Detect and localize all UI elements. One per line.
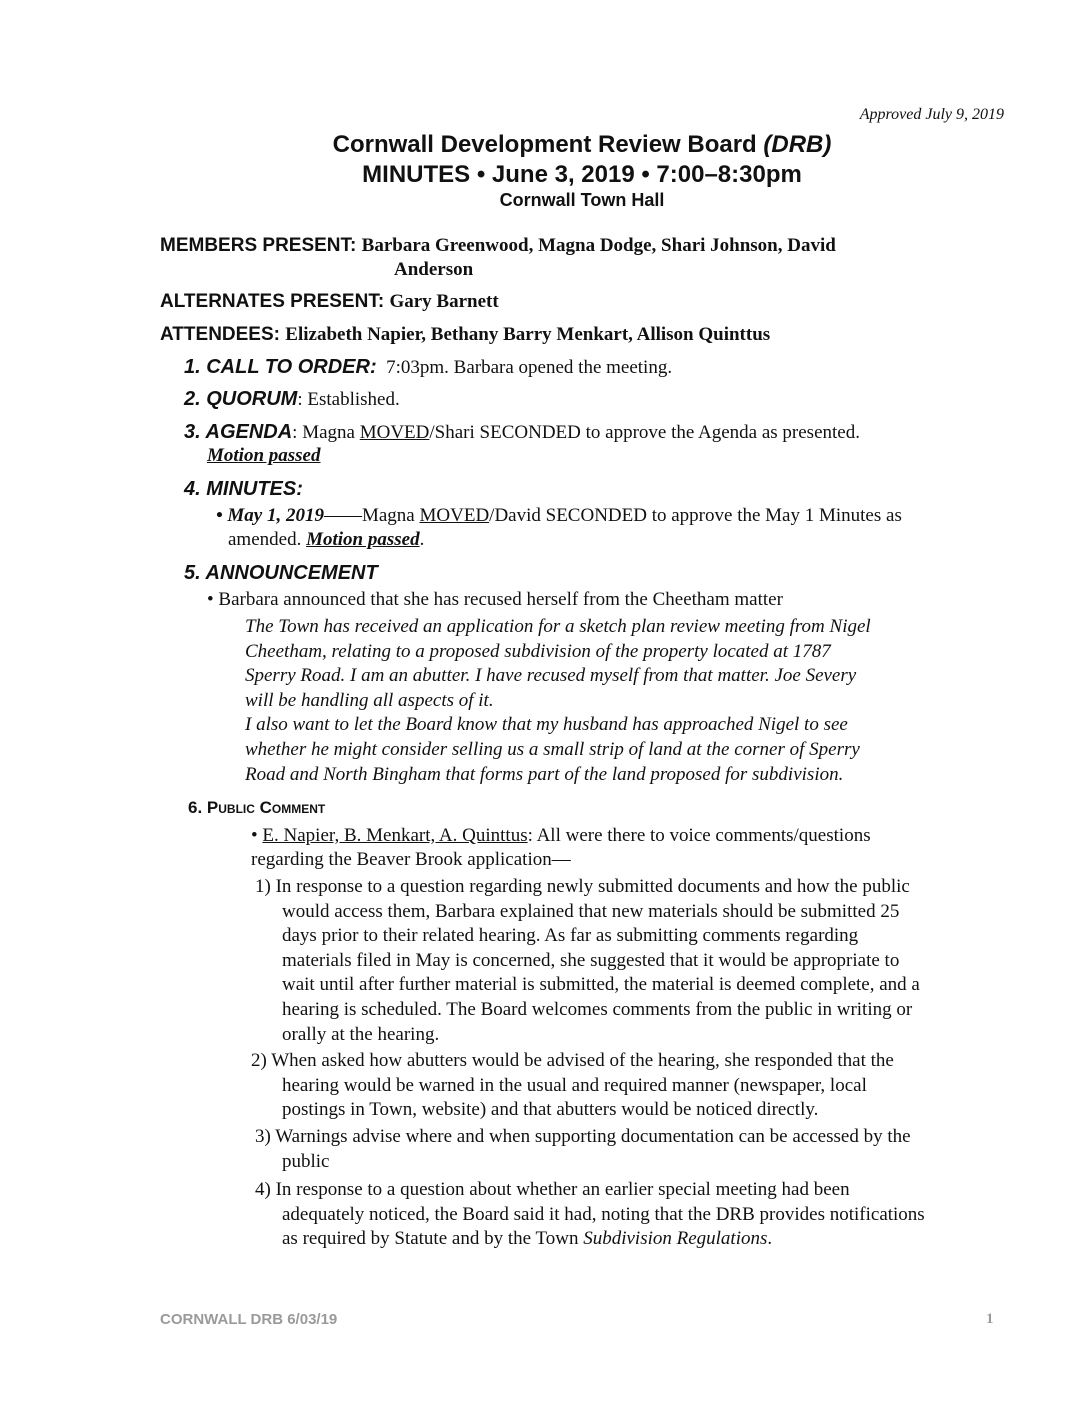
announcement-quote — [245, 615, 871, 787]
minutes-date: May 1, 2019 — [227, 505, 324, 526]
meeting-date-line: MINUTES • June 3, 2019 • 7:00–8:30pm — [362, 161, 802, 188]
quote-line: Road and North Bingham that forms part of the land proposed for subdivision. — [245, 763, 844, 785]
point-line-first: 2) When asked how abutters would be advised of the hearing, she responded that the — [251, 1050, 894, 1071]
approval-note: Approved July 9, 2019 — [859, 106, 1004, 123]
point-text: . — [767, 1228, 773, 1250]
public-comment-text-b: regarding the Beaver Brook application— — [251, 849, 571, 870]
bullet: • — [216, 505, 228, 526]
members-label: MEMBERS PRESENT — [160, 235, 351, 256]
minutes-motion-passed: Motion passed — [306, 529, 420, 550]
item-call-to-order — [184, 355, 672, 380]
attendees-names: Elizabeth Napier, Bethany Barry Menkart, Allison Quinttus — [285, 324, 771, 345]
call-to-order-text: . Barbara opened the meeting. — [444, 357, 673, 378]
minutes-text-b: /David SECONDED to approve the May 1 Minutes as — [489, 505, 902, 526]
point-line: hearing would be warned in the usual and required manner (newspaper, local — [282, 1074, 867, 1096]
minutes-heading: 4. MINUTES: — [184, 478, 303, 500]
point-line: days prior to their related hearing. As far as submitting comments regarding — [282, 925, 859, 947]
title-text: Cornwall Development Review Board — [332, 131, 764, 158]
call-to-order-heading: 1. CALL TO ORDER: — [184, 356, 377, 378]
alternates-label: ALTERNATES PRESENT — [160, 291, 378, 312]
members-present: MEMBERS PRESENT: Barbara Greenwood, Magna Dodge, Shari Johnson, David — [160, 235, 836, 256]
public-comment-text-a: : All were there to voice comments/questions — [527, 825, 871, 846]
public-comment-heading: 6. Public Comment — [188, 798, 326, 817]
point-line: orally at the hearing. — [282, 1023, 440, 1045]
minutes-item-cont — [228, 528, 424, 552]
meeting-location: Cornwall Town Hall — [499, 190, 665, 210]
quote-line: will be handling all aspects of it. — [245, 689, 494, 711]
quote-line: Cheetham, relating to a proposed subdivision of the property located at 1787 — [245, 640, 831, 662]
call-to-order-time: 7:03pm — [386, 357, 445, 378]
point-line-first: 4) In response to a question about whether an earlier special meeting had been — [255, 1179, 850, 1200]
point-line: postings in Town, website) and that abutters would be noticed directly. — [282, 1099, 819, 1121]
quote-line: Sperry Road. I am an abutter. I have recused myself from that matter. Joe Severy — [245, 665, 857, 687]
agenda-motion-passed: Motion passed — [207, 445, 321, 466]
regulations-title: Subdivision Regulations — [583, 1228, 768, 1250]
agenda-moved: MOVED — [359, 422, 430, 443]
item-agenda — [184, 420, 860, 445]
comment-point-4 — [255, 1178, 1015, 1252]
public-comment-bullet — [251, 824, 871, 848]
page-title — [0, 131, 1088, 159]
point-line-first: 3) Warnings advise where and when supporting documentation can be accessed by the — [255, 1126, 911, 1147]
alternates-names: Gary Barnett — [389, 291, 499, 312]
point-line — [255, 1227, 1015, 1252]
announcement-heading: 5. ANNOUNCEMENT — [184, 562, 378, 584]
quorum-heading: 2. QUORUM — [184, 388, 298, 410]
minutes-line2-a: amended. — [228, 529, 307, 550]
minutes-item — [216, 504, 902, 528]
point-line: hearing is scheduled. The Board welcomes comments from the public in writing or — [282, 998, 913, 1020]
alternates-present: ALTERNATES PRESENT: Gary Barnett — [160, 291, 499, 312]
agenda-text-b: /Shari SECONDED to approve the Agenda as presented. — [429, 422, 860, 443]
members-names-cont: Anderson — [394, 259, 474, 280]
title-abbr: (DRB) — [763, 131, 832, 158]
comment-point-1 — [255, 875, 1015, 1047]
minutes-text-a: ——Magna — [323, 505, 420, 526]
item-quorum — [184, 387, 400, 412]
agenda-heading: 3. AGENDA — [184, 421, 293, 443]
point-line: adequately noticed, the Board said it had, noting that the DRB provides notifications — [282, 1203, 925, 1225]
minutes-moved: MOVED — [419, 505, 490, 526]
quote-line: I also want to let the Board know that my husband has approached Nigel to see — [245, 714, 848, 736]
point-line: would access them, Barbara explained that new materials should be submitted 25 — [282, 900, 900, 922]
attendees: ATTENDEES: Elizabeth Napier, Bethany Barry Menkart, Allison Quinttus — [160, 324, 771, 345]
comment-point-2 — [251, 1049, 1011, 1123]
quote-line: The Town has received an application for a sketch plan review meeting from Nigel — [245, 616, 871, 637]
minutes-line2-b: . — [419, 529, 425, 550]
point-line: wait until after further material is submitted, the material is deemed complete, and a — [282, 974, 920, 996]
announcement-bullet: • Barbara announced that she has recused herself from the Cheetham matter — [207, 589, 783, 610]
attendees-label: ATTENDEES — [160, 324, 274, 345]
point-line-first: 1) In response to a question regarding newly submitted documents and how the public — [255, 876, 910, 897]
point-text: as required by Statute and by the Town — [282, 1228, 584, 1250]
agenda-text-a: : Magna — [292, 422, 360, 443]
quote-line: whether he might consider selling us a small strip of land at the corner of Sperry — [245, 738, 860, 760]
bullet: • — [251, 825, 263, 846]
public-comment-names: E. Napier, B. Menkart, A. Quinttus — [262, 825, 528, 846]
point-line: materials filed in May is concerned, she suggested that it would be appropriate to — [282, 949, 900, 971]
comment-point-3 — [255, 1125, 1015, 1174]
members-names: Barbara Greenwood, Magna Dodge, Shari Johnson, David — [361, 235, 836, 256]
quorum-text: : Established. — [297, 389, 400, 410]
point-line: public — [282, 1150, 330, 1172]
footer-label: CORNWALL DRB 6/03/19 — [160, 1311, 338, 1328]
page-number: 1 — [986, 1311, 994, 1327]
